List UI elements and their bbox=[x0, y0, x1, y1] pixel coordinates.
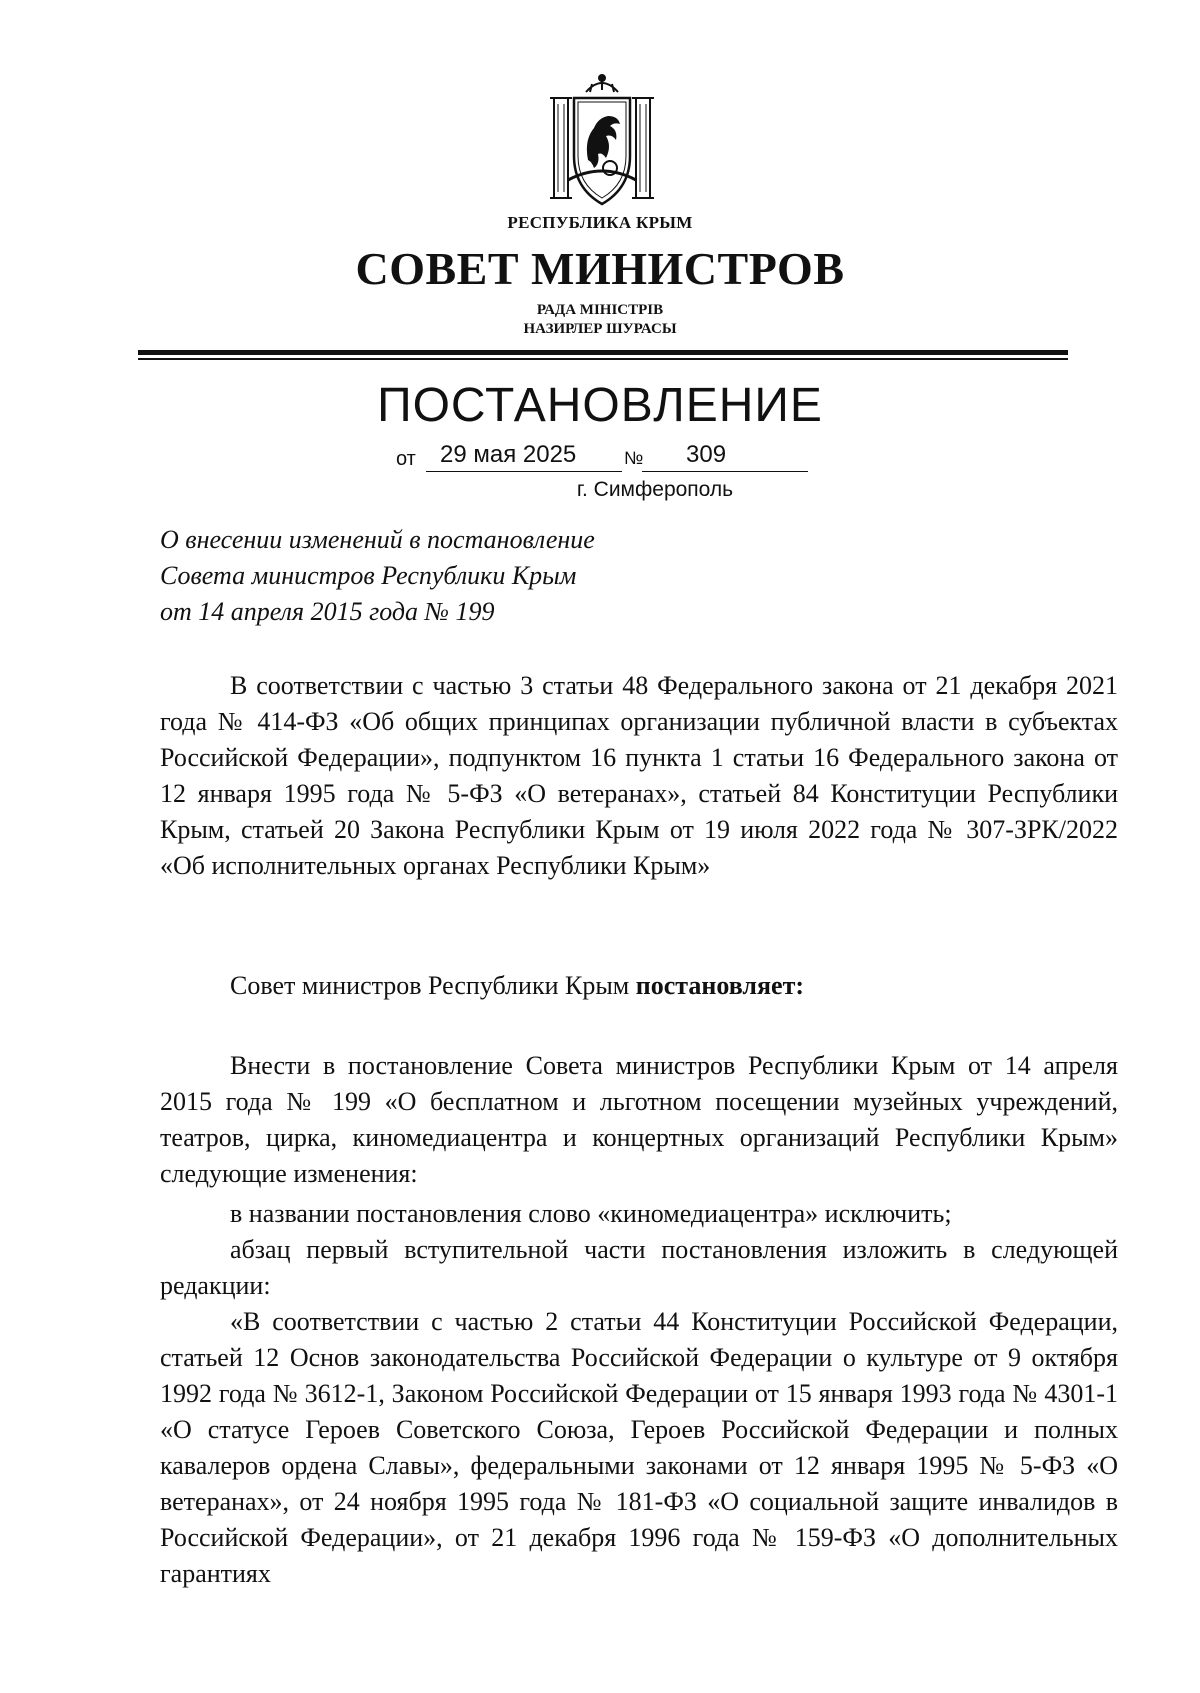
council-name-translations bbox=[0, 301, 1200, 339]
amendment-item: в названии постановления слово «киномедиацентра» исключить; bbox=[230, 1199, 952, 1228]
resolution-clause-lead: Совет министров Республики Крым bbox=[230, 971, 636, 1000]
council-name: СОВЕТ МИНИСТРОВ bbox=[355, 243, 845, 294]
document-number: 309 bbox=[686, 441, 727, 468]
resolution-clause bbox=[160, 968, 1118, 1004]
date-prefix: от bbox=[396, 448, 416, 470]
preamble-paragraph: В соответствии с частью 3 статьи 48 Федерального закона от 21 декабря 2021 года № 414-ФЗ «Об общих принципах организации публичной власти в субъектах Российской Федерации», подпунктом 16 пункта 1 статьи 16 Федерального закона от 12 января 1995 года № 5-ФЗ «О ветеранах», статьей 84 Конституции Республики Крым, статьей 20 Закона Республики Крым от 19 июля 2022 года № 307-ЗРК/2022 «Об исполнительных органах Республики Крым» bbox=[160, 671, 1118, 880]
coat-of-arms-emblem bbox=[548, 70, 656, 210]
title-line: от 14 апреля 2015 года № 199 bbox=[160, 597, 495, 626]
title-line: О внесении изменений в постановление bbox=[160, 525, 595, 554]
document-type: ПОСТАНОВЛЕНИЕ bbox=[377, 379, 823, 432]
resolution-clause-verb: постановляет: bbox=[635, 971, 805, 1000]
date-number-line bbox=[396, 438, 816, 478]
title-line: Совета министров Республики Крым bbox=[160, 561, 577, 590]
number-underline bbox=[642, 471, 808, 472]
header-rule-thick bbox=[138, 350, 1068, 355]
amendment-item: абзац первый вступительной части постановления изложить в следующей редакции: bbox=[160, 1235, 1118, 1300]
amended-text-paragraph: «В соответствии с частью 2 статьи 44 Конституции Российской Федерации, статьей 12 Основ законодательства Российской Федерации о культуре от 9 октября 1992 года № 3612-1, Законом Российской Федерации от 15 января 1993 года № 4301-1 «О статусе Героев Советского Союза, Героев Российской Федерации и полных кавалеров ордена Славы», федеральными законами от 12 января 1995 № 5-ФЗ «О ветеранах», от 24 ноября 1995 года № 181-ФЗ «О социальной защите инвалидов в Российской Федерации», от 21 декабря 1996 года № 159-ФЗ «О дополнительных гарантиях bbox=[160, 1307, 1118, 1588]
amendment-intro-paragraph: Внести в постановление Совета министров Республики Крым от 14 апреля 2015 года № 199 «О бесплатном и льготном посещении музейных учреждений, театров, цирка, киномедиацентра и концертных организаций Республики Крым» следующие изменения: bbox=[160, 1051, 1118, 1188]
date-underline bbox=[426, 471, 622, 472]
header-rule-thin bbox=[138, 358, 1068, 360]
document-date: 29 мая 2025 bbox=[440, 441, 577, 468]
council-name-crimean-tatar: НАЗИРЛЕР ШУРАСЫ bbox=[523, 321, 677, 337]
number-sign: № bbox=[624, 448, 644, 468]
republic-name: РЕСПУБЛИКА КРЫМ bbox=[507, 213, 693, 232]
document-title bbox=[160, 522, 860, 630]
city: г. Симферополь bbox=[576, 478, 734, 501]
council-name-ukrainian: РАДА МІНІСТРІВ bbox=[536, 302, 664, 318]
